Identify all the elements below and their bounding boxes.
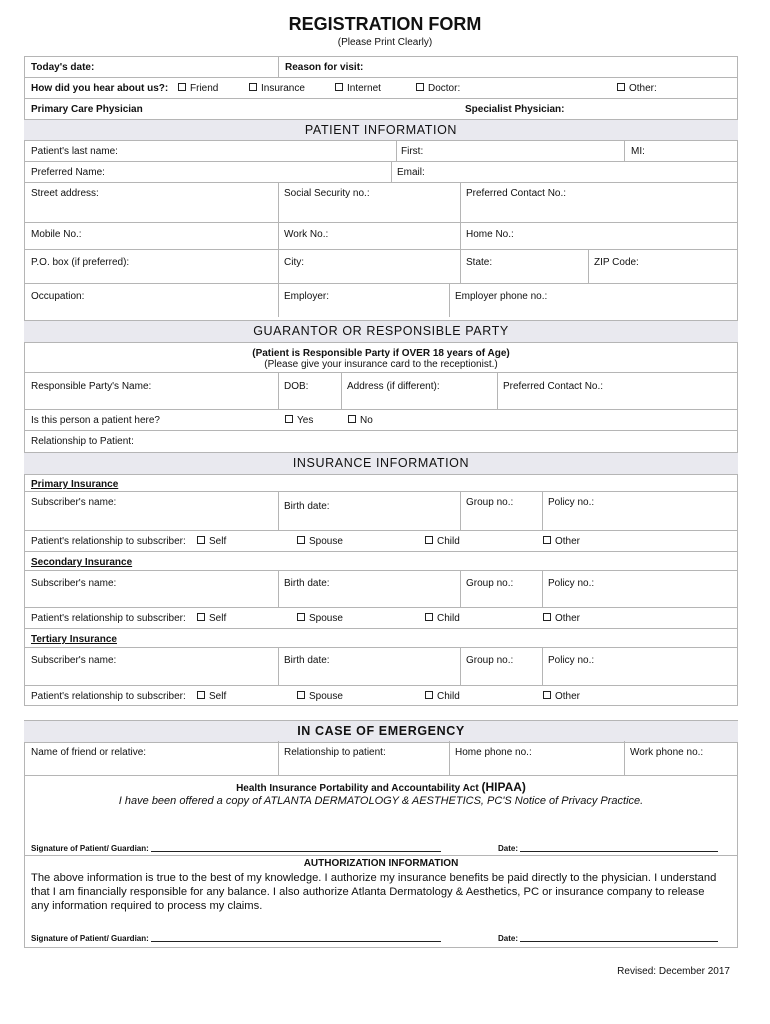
mi-label: MI: [631,146,645,157]
insurance-section-heading: INSURANCE INFORMATION [292,456,470,470]
primary-insurance-title: Primary Insurance [31,479,119,490]
authorization-line-2: that I am financially responsible for any balance. I also authorize Atlanta Dermatology & Aesthetics, PC or insurance company to release [31,886,705,898]
hipaa-date-label: Date: [498,842,718,855]
occupation-label: Occupation: [31,291,85,302]
reason-label: Reason for visit: [285,62,364,73]
work-no-label: Work No.: [284,229,329,240]
specialist-label: Specialist Physician: [465,104,565,115]
emergency-home-phone-label: Home phone no.: [455,747,532,758]
checkbox-insurance[interactable]: Insurance [249,83,305,95]
street-label: Street address: [31,188,99,199]
emergency-section-heading: IN CASE OF EMERGENCY [297,724,465,738]
emergency-section-band [24,720,738,743]
tertiary-subscriber-label: Subscriber's name: [31,655,117,666]
form-title: REGISTRATION FORM [288,14,482,34]
insurance-section-band [24,452,738,475]
patient-section-band [24,119,738,141]
employer-label: Employer: [284,291,330,302]
email-label: Email: [397,167,425,178]
hipaa-statement: I have been offered a copy of ATLANTA DERMATOLOGY & AESTHETICS, PC'S Notice of Privacy Practice. [118,795,644,807]
hipaa-title-text: Health Insurance Portability and Accountability Act [236,783,479,794]
primary-checkbox-self[interactable]: Self [197,536,226,548]
secondary-group-label: Group no.: [466,578,514,589]
primary-birth-label: Birth date: [284,501,330,512]
emergency-work-phone-label: Work phone no.: [630,747,704,758]
hipaa-title [24,780,738,794]
emergency-relationship-label: Relationship to patient: [284,747,386,758]
checkbox-doctor[interactable]: Doctor: [416,83,460,95]
tertiary-checkbox-child[interactable]: Child [425,691,460,703]
hear-about-label: How did you hear about us?: [31,83,169,94]
secondary-insurance-title: Secondary Insurance [31,557,133,568]
tertiary-checkbox-spouse[interactable]: Spouse [297,691,343,703]
hipaa-signature-line[interactable] [151,842,441,852]
auth-signature-line[interactable] [151,932,441,942]
checkbox-other[interactable]: Other: [617,83,657,95]
checkbox-friend[interactable]: Friend [178,83,218,95]
guarantor-contact-label: Preferred Contact No.: [503,381,604,392]
revised-date: Revised: December 2017 [617,966,730,977]
guarantor-note-1: (Patient is Responsible Party if OVER 18 years of Age) [252,348,510,359]
checkbox-no[interactable]: No [348,415,373,427]
first-name-label: First: [401,146,424,157]
guarantor-section-heading: GUARANTOR OR RESPONSIBLE PARTY [253,324,509,338]
tertiary-group-label: Group no.: [466,655,514,666]
tertiary-policy-label: Policy no.: [548,655,595,666]
hipaa-date-line[interactable] [520,842,718,852]
tertiary-checkbox-self[interactable]: Self [197,691,226,703]
auth-date-line[interactable] [520,932,718,942]
preferred-name-label: Preferred Name: [31,167,105,178]
tertiary-insurance-title: Tertiary Insurance [31,634,117,645]
authorization-line-1: The above information is true to the best of my knowledge. I authorize my insurance benefits be paid directly to the physician. I understand [31,872,717,884]
secondary-checkbox-self[interactable]: Self [197,613,226,625]
primary-checkbox-spouse[interactable]: Spouse [297,536,343,548]
secondary-policy-label: Policy no.: [548,578,595,589]
mobile-label: Mobile No.: [31,229,82,240]
hipaa-title-abbr: (HIPAA) [481,780,526,794]
checkbox-yes[interactable]: Yes [285,415,313,427]
auth-signature-label: Signature of Patient/ Guardian: [31,932,441,945]
last-name-label: Patient's last name: [31,146,118,157]
emergency-name-label: Name of friend or relative: [31,747,147,758]
primary-group-label: Group no.: [466,497,514,508]
tertiary-birth-label: Birth date: [284,655,330,666]
relationship-label: Relationship to Patient: [31,436,134,447]
dob-label: DOB: [284,381,309,392]
zip-label: ZIP Code: [594,257,639,268]
home-no-label: Home No.: [466,229,514,240]
secondary-checkbox-other[interactable]: Other [543,613,580,625]
checkbox-internet[interactable]: Internet [335,83,381,95]
secondary-checkbox-spouse[interactable]: Spouse [297,613,343,625]
primary-relationship-label: Patient's relationship to subscriber: [31,536,186,547]
pcp-label: Primary Care Physician [31,104,143,115]
form-subtitle: (Please Print Clearly) [337,37,433,48]
responsible-name-label: Responsible Party's Name: [31,381,152,392]
pobox-label: P.O. box (if preferred): [31,257,130,268]
todays-date-label: Today's date: [31,62,95,73]
address-different-label: Address (if different): [347,381,440,392]
patient-section-heading: PATIENT INFORMATION [304,123,458,137]
secondary-subscriber-label: Subscriber's name: [31,578,117,589]
hipaa-signature-label: Signature of Patient/ Guardian: [31,842,441,855]
authorization-title: AUTHORIZATION INFORMATION [303,858,459,869]
primary-policy-label: Policy no.: [548,497,595,508]
tertiary-checkbox-other[interactable]: Other [543,691,580,703]
ssn-label: Social Security no.: [284,188,370,199]
pref-contact-label: Preferred Contact No.: [466,188,567,199]
primary-checkbox-other[interactable]: Other [543,536,580,548]
is-patient-label: Is this person a patient here? [31,415,160,426]
authorization-line-3: any information required to process my claims. [31,900,263,912]
primary-subscriber-label: Subscriber's name: [31,497,117,508]
secondary-checkbox-child[interactable]: Child [425,613,460,625]
secondary-birth-label: Birth date: [284,578,330,589]
guarantor-note-2: (Please give your insurance card to the receptionist.) [264,359,498,370]
state-label: State: [466,257,493,268]
city-label: City: [284,257,304,268]
tertiary-relationship-label: Patient's relationship to subscriber: [31,691,186,702]
employer-phone-label: Employer phone no.: [455,291,548,302]
primary-checkbox-child[interactable]: Child [425,536,460,548]
guarantor-section-band [24,320,738,343]
auth-date-label: Date: [498,932,718,945]
secondary-relationship-label: Patient's relationship to subscriber: [31,613,186,624]
